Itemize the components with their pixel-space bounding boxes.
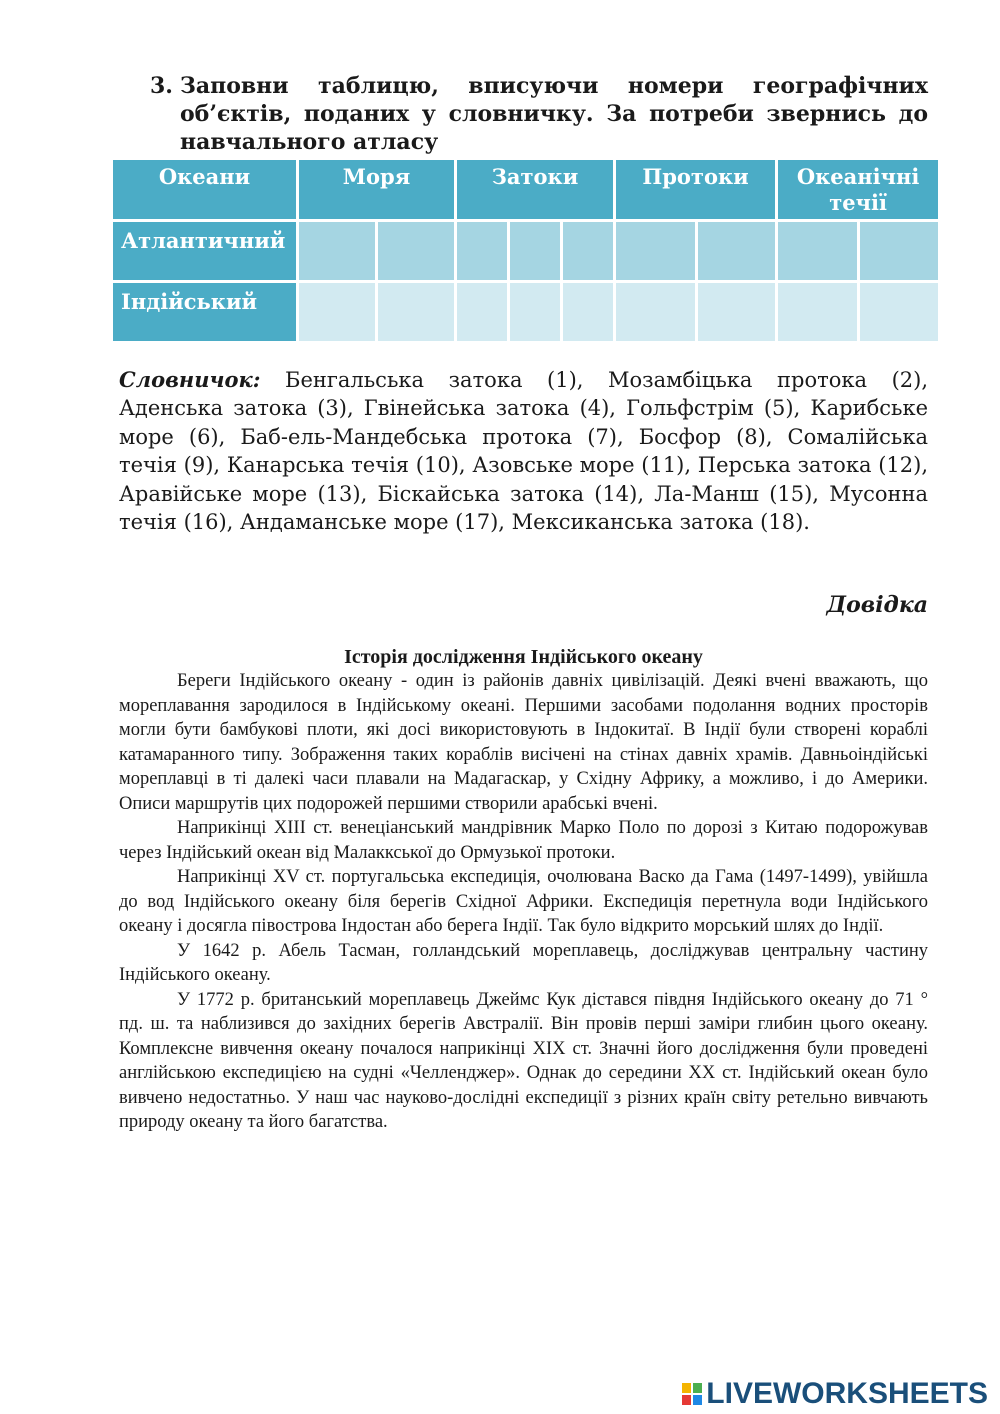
indian-bays-cell-3[interactable] xyxy=(562,282,615,343)
task-number: 3. xyxy=(150,73,173,99)
history-paragraph: У 1772 р. британський мореплавець Джеймс Кук дістався півдня Індійського океану до 71 ° пд. ш. та наблизився до західних берегів Австралії. Він провів перші заміри глибин цього океану. Комплексне вивчення океану почалося наприкінці XIX ст. Значні його дослідження були проведені англійською експедицією на судні «Челленджер». Однак до середини XX ст. Індійський океан було вивчено недостатньо. У наш час науково-дослідні експедиції з різних країн світу ретельно вивчають природу океану та його багатства. xyxy=(119,989,928,1132)
answer-table xyxy=(110,157,938,344)
history-heading: Історія дослідження Індійського океану xyxy=(344,646,703,668)
atlantic-bays-cell-2[interactable] xyxy=(509,221,562,282)
header-currents: Океанічні течії xyxy=(777,159,940,221)
indian-currents-cell-1[interactable] xyxy=(777,282,859,343)
indian-straits-cell-2[interactable] xyxy=(697,282,777,343)
task-instruction xyxy=(150,72,928,156)
logo-icon xyxy=(682,1383,702,1405)
glossary xyxy=(119,366,928,536)
glossary-label: Словничок: xyxy=(119,367,261,392)
liveworksheets-logo[interactable] xyxy=(682,1377,988,1411)
atlantic-bays-cell-1[interactable] xyxy=(456,221,509,282)
indian-bays-cell-2[interactable] xyxy=(509,282,562,343)
history-section xyxy=(119,645,928,1135)
header-oceans: Океани xyxy=(112,159,298,221)
header-straits: Протоки xyxy=(615,159,777,221)
atlantic-seas-cell-2[interactable] xyxy=(377,221,456,282)
task-text: Заповни таблицю, вписуючи номери географічних об’єктів, поданих у словничку. За потреби звернись до навчального атласу xyxy=(180,73,928,155)
atlantic-straits-cell-2[interactable] xyxy=(697,221,777,282)
atlantic-bays-cell-3[interactable] xyxy=(562,221,615,282)
atlantic-currents-cell-2[interactable] xyxy=(859,221,940,282)
row-indian-label: Індійський xyxy=(112,282,298,343)
row-atlantic-label: Атлантичний xyxy=(112,221,298,282)
atlantic-straits-cell-1[interactable] xyxy=(615,221,697,282)
indian-seas-cell-1[interactable] xyxy=(298,282,377,343)
glossary-text: Бенгальська затока (1), Мозамбіцька протока (2), Аденська затока (3), Гвінейська затока (4), Гольфстрім (5), Карибське море (6), Баб-ель-Мандебська протока (7), Босфор (8), Сомалійська течія (9), Канарська течія (10), Азовське море (11), Перська затока (12), Аравійське море (13), Біскайська затока (14), Ла-Манш (15), Мусонна течія (16), Андаманське море (17), Мексиканська затока (18). xyxy=(119,368,928,535)
history-paragraph: Береги Індійського океану - один із районів давніх цивілізацій. Деякі вчені вважають, що мореплавання зародилося в Індійському океані. Першими засобами подолання водних просторів могли бути бамбукові плоти, які досі використовують в Індокитаї. В Індії були створені кораблі катамаранного типу. Зображення таких кораблів висічені на стінах давніх храмів. Давньоіндійські мореплавці в ті далекі часи плавали на Мадагаскар, у Східну Африку, а можливо, і до Америки. Описи маршрутів цих подорожей першими створили арабські вчені. xyxy=(119,671,928,814)
logo-text: LIVEWORKSHEETS xyxy=(706,1377,988,1410)
atlantic-currents-cell-1[interactable] xyxy=(777,221,859,282)
indian-straits-cell-1[interactable] xyxy=(615,282,697,343)
indian-bays-cell-1[interactable] xyxy=(456,282,509,343)
history-paragraph: Наприкінці XV ст. португальська експедиція, очолювана Васко да Гама (1497-1499), увійшла до вод Індійського океану біля берегів Східної Африки. Експедиція перетнула води Індійського океану і досягла півострова Індостан або берега Індії. Так було відкрито морський шлях до Індії. xyxy=(119,867,928,936)
indian-currents-cell-2[interactable] xyxy=(859,282,940,343)
header-seas: Моря xyxy=(298,159,456,221)
atlantic-seas-cell-1[interactable] xyxy=(298,221,377,282)
reference-title: Довідка xyxy=(826,592,928,618)
history-paragraph: У 1642 р. Абель Тасман, голландський мореплавець, досліджував центральну частину Індійського океану. xyxy=(119,940,928,985)
header-bays: Затоки xyxy=(456,159,615,221)
indian-seas-cell-2[interactable] xyxy=(377,282,456,343)
history-paragraph: Наприкінці XIII ст. венеціанський мандрівник Марко Поло по дорозі з Китаю подорожував через Індійський океан від Малаккської до Ормузької протоки. xyxy=(119,818,928,863)
